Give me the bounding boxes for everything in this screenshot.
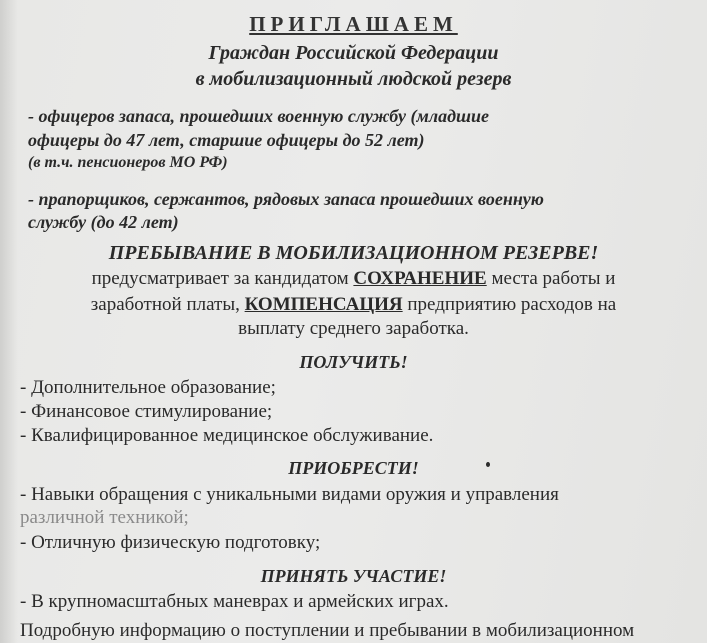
ncos-line-2: службу (до 42 лет) xyxy=(28,212,179,232)
acquire-line-1: - Навыки обращения с уникальными видами оружия и управления xyxy=(20,484,559,505)
notice-subtitle-line-2: в мобилизационный людской резерв xyxy=(195,68,512,90)
notice-title: ПРИГЛАШАЕМ xyxy=(249,12,458,36)
ncos-line-1: - прапорщиков, сержантов, рядовых запаса прошедших военную xyxy=(28,189,544,209)
ink-spot xyxy=(486,462,490,467)
receive-item: - Квалифицированное медицинское обслуживание. xyxy=(20,425,434,446)
notice-subtitle-line-1: Граждан Российской Федерации xyxy=(208,42,499,64)
reserve-keyword-compensation: КОМПЕНСАЦИЯ xyxy=(244,294,403,315)
participate-heading: ПРИНЯТЬ УЧАСТИЕ! xyxy=(260,566,447,586)
reserve-heading: ПРЕБЫВАНИЕ В МОБИЛИЗАЦИОННОМ РЕЗЕРВЕ! xyxy=(108,242,599,264)
officers-line-3: (в т.ч. пенсионеров МО РФ) xyxy=(28,154,228,171)
participate-line-1: - В крупномасштабных маневрах и армейских играх. xyxy=(20,591,449,612)
reserve-line-3: выплату среднего заработка. xyxy=(238,318,469,339)
receive-heading: ПОЛУЧИТЬ! xyxy=(299,352,408,372)
receive-item: - Дополнительное образование; xyxy=(20,377,276,398)
reserve-line-1-text-a: предусматривает за кандидатом xyxy=(91,268,349,289)
reserve-line-2-text-c: предприятию расходов на xyxy=(407,294,617,315)
acquire-heading: ПРИОБРЕСТИ! xyxy=(288,458,419,478)
reserve-line-1-text-c: места работы и xyxy=(491,268,616,289)
reserve-keyword-retention: СОХРАНЕНИЕ xyxy=(353,268,487,289)
participate-line-2: Подробную информацию о поступлении и пребывании в мобилизационном xyxy=(20,620,635,641)
officers-line-1: - офицеров запаса, прошедших военную службу (младшие xyxy=(28,106,490,126)
acquire-line-2: различной техникой; xyxy=(20,507,189,528)
acquire-line-3: - Отличную физическую подготовку; xyxy=(20,532,321,553)
receive-item: - Финансовое стимулирование; xyxy=(20,401,273,422)
officers-line-2: офицеры до 47 лет, старшие офицеры до 52 лет) xyxy=(28,130,425,150)
reserve-line-2-text-a: заработной платы, xyxy=(90,294,240,315)
reserve-line-1 xyxy=(0,268,707,290)
reserve-line-2 xyxy=(0,294,707,316)
